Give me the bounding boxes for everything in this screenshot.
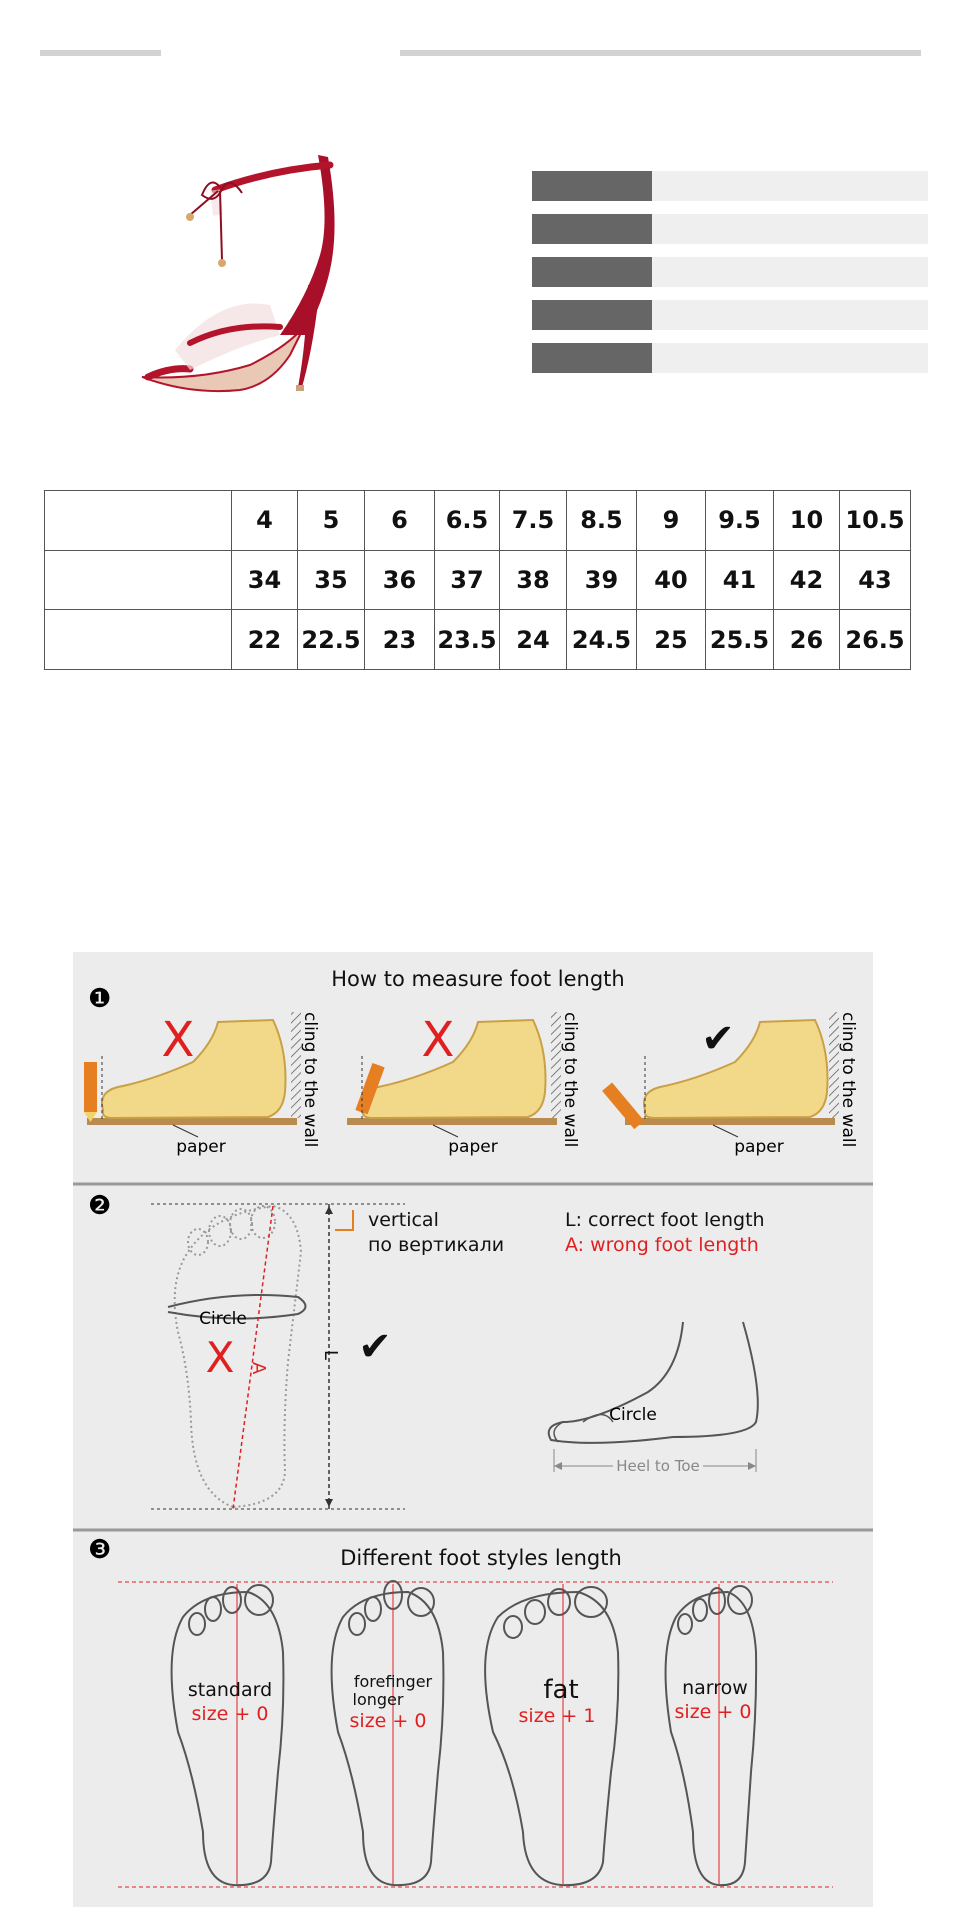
foot-outline (172, 1592, 284, 1885)
paper-label: paper (734, 1137, 784, 1157)
foot-style-size: size + 0 (674, 1701, 752, 1723)
table-cell: 23.5 (435, 610, 500, 670)
heel-to-toe-label: Heel to Toe (616, 1457, 700, 1475)
foot-style-forefinger-longer (332, 1581, 444, 1885)
footprint-outline (175, 1206, 301, 1507)
attribute-value-block (652, 171, 928, 201)
table-cell: 34 (232, 550, 298, 610)
step-1-title: How to measure foot length (331, 967, 625, 991)
attribute-label-block (532, 171, 652, 201)
row-header (45, 550, 232, 610)
foot-style-name: narrow (682, 1677, 748, 1699)
table-cell: 37 (435, 550, 500, 610)
a-label: A (248, 1362, 269, 1375)
table-cell: 38 (500, 550, 567, 610)
measure-example-2 (347, 1012, 580, 1157)
header-line-left (40, 50, 161, 56)
table-cell: 9.5 (706, 491, 774, 551)
table-cell: 22.5 (298, 610, 365, 670)
attribute-bar-3 (532, 257, 928, 287)
wrong-mark-icon: X (161, 1012, 195, 1068)
foot-shape (644, 1020, 828, 1118)
wrong-length-label: A: wrong foot length (565, 1234, 759, 1256)
l-label: L (320, 1350, 341, 1361)
vertical-label-en: vertical (368, 1209, 439, 1231)
table-cell: 4 (232, 491, 298, 551)
step-3-title: Different foot styles length (340, 1546, 622, 1570)
pencil-icon (602, 1083, 644, 1130)
table-row-foot-length (45, 610, 911, 670)
table-cell: 24 (500, 610, 567, 670)
paper-label: paper (448, 1137, 498, 1157)
table-cell: 25.5 (706, 610, 774, 670)
measuring-guide-illustration (73, 952, 873, 1907)
table-cell: 6.5 (435, 491, 500, 551)
floor-board (625, 1118, 835, 1125)
attribute-value-block (652, 300, 928, 330)
attribute-bar-1 (532, 171, 928, 201)
table-cell: 7.5 (500, 491, 567, 551)
product-image-sandal (130, 145, 390, 405)
correct-mark-icon: ✔ (701, 1016, 735, 1062)
wall-hatch (829, 1012, 839, 1118)
table-cell: 10.5 (840, 491, 911, 551)
table-cell: 23 (365, 610, 435, 670)
foot-style-size: size + 0 (349, 1710, 427, 1732)
attribute-bar-2 (532, 214, 928, 244)
table-cell: 6 (365, 491, 435, 551)
attribute-label-block (532, 257, 652, 287)
wall-label: cling to the wall (560, 1012, 580, 1148)
vertical-label-ru: по вертикали (368, 1234, 505, 1256)
table-cell: 40 (637, 550, 706, 610)
correct-mark-icon: ✔ (358, 1324, 392, 1370)
foot-style-narrow (666, 1584, 757, 1885)
paper-label: paper (176, 1137, 226, 1157)
table-cell: 42 (774, 550, 840, 610)
foot-style-size: size + 0 (191, 1703, 269, 1725)
attribute-bar-5 (532, 343, 928, 373)
attribute-value-block (652, 257, 928, 287)
attribute-label-block (532, 343, 652, 373)
floor-board (87, 1118, 297, 1125)
header-line-right (400, 50, 921, 56)
attribute-label-block (532, 300, 652, 330)
foot-outline (666, 1592, 757, 1885)
table-cell: 10 (774, 491, 840, 551)
table-cell: 22 (232, 610, 298, 670)
table-cell: 25 (637, 610, 706, 670)
table-cell: 5 (298, 491, 365, 551)
table-cell: 43 (840, 550, 911, 610)
wrong-mark-icon: X (421, 1012, 455, 1068)
foot-style-name: standard (187, 1679, 273, 1701)
foot-style-fat (485, 1584, 618, 1885)
table-row-eu-size (45, 550, 911, 610)
foot-style-name: forefinger (353, 1672, 433, 1691)
foot-style-name-line2: longer (352, 1690, 404, 1709)
step-1-number: ❶ (88, 984, 112, 1014)
wrong-mark-icon: X (205, 1333, 235, 1382)
table-cell: 26 (774, 610, 840, 670)
measure-example-3 (602, 1012, 858, 1157)
foot-style-standard (172, 1584, 284, 1885)
wall-label: cling to the wall (300, 1012, 320, 1148)
table-row-us-size (45, 491, 911, 551)
floor-board (347, 1118, 557, 1125)
table-cell: 26.5 (840, 610, 911, 670)
wall-label: cling to the wall (838, 1012, 858, 1148)
foot-outline (332, 1592, 444, 1885)
table-cell: 39 (567, 550, 637, 610)
attribute-value-block (652, 214, 928, 244)
wall-hatch (551, 1012, 561, 1118)
pencil-icon (84, 1062, 97, 1112)
measure-example-1 (84, 1012, 320, 1157)
table-cell: 35 (298, 550, 365, 610)
row-header (45, 491, 232, 551)
side-circle-label: Circle (609, 1405, 657, 1425)
circle-label: Circle (199, 1309, 247, 1329)
table-cell: 36 (365, 550, 435, 610)
table-cell: 8.5 (567, 491, 637, 551)
foot-outline (485, 1592, 618, 1885)
attribute-bar-4 (532, 300, 928, 330)
correct-length-label: L: correct foot length (565, 1209, 765, 1231)
wall-hatch (291, 1012, 301, 1118)
table-cell: 9 (637, 491, 706, 551)
step-2-number: ❷ (88, 1191, 112, 1221)
step-3-number: ❸ (88, 1535, 112, 1565)
foot-style-name: fat (543, 1675, 579, 1705)
attribute-value-block (652, 343, 928, 373)
wrong-measure-line (233, 1206, 273, 1509)
row-header (45, 610, 232, 670)
attribute-label-block (532, 214, 652, 244)
foot-style-size: size + 1 (518, 1705, 596, 1727)
table-cell: 24.5 (567, 610, 637, 670)
table-cell: 41 (706, 550, 774, 610)
size-conversion-table (44, 490, 911, 670)
measuring-guide-panel (73, 952, 873, 1907)
